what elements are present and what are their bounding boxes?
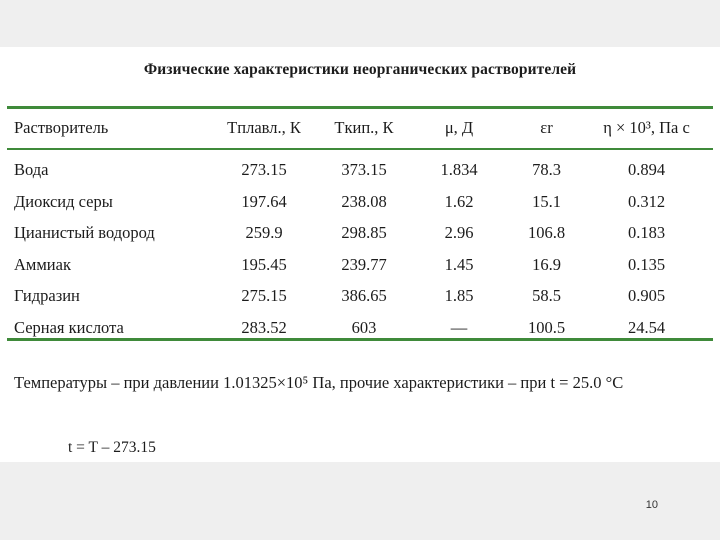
slide-title: Физические характеристики неорганических растворителей	[143, 61, 577, 78]
cell-solvent: Диоксид серы	[14, 191, 113, 211]
column-header-dipole-moment: μ, Д	[444, 118, 474, 137]
cell-viscosity: 0.905	[627, 286, 666, 306]
table-row	[14, 148, 704, 186]
cell-dipole-moment: 1.85	[444, 286, 474, 306]
cell-solvent: Вода	[14, 160, 49, 179]
column-header-melting-point: Tплавл., К	[227, 118, 301, 137]
cell-viscosity: 24.54	[627, 317, 666, 337]
cell-viscosity: 0.183	[627, 223, 666, 243]
column-header-solvent: Растворитель	[14, 118, 109, 137]
cell-solvent: Аммиак	[14, 254, 71, 274]
cell-boiling-point: 298.85	[341, 223, 387, 243]
cell-permittivity: 100.5	[527, 317, 566, 337]
column-header-viscosity: η × 10³, Па с	[603, 118, 690, 137]
cell-melting-point: 273.15	[241, 160, 287, 179]
cell-boiling-point: 386.65	[341, 286, 387, 306]
table-row	[14, 186, 704, 218]
cell-dipole-moment: 1.62	[444, 191, 474, 211]
cell-permittivity: 58.5	[532, 286, 561, 306]
cell-melting-point: 195.45	[241, 254, 287, 274]
cell-melting-point: 259.9	[245, 223, 283, 243]
temperature-conversion-formula: t = T – 273.15	[68, 439, 156, 456]
cell-boiling-point: 373.15	[341, 160, 387, 179]
cell-melting-point: 283.52	[241, 317, 287, 337]
cell-viscosity: 0.894	[627, 160, 666, 179]
cell-dipole-moment: 1.45	[444, 254, 474, 274]
cell-viscosity: 0.312	[627, 191, 666, 211]
cell-melting-point: 275.15	[241, 286, 287, 306]
table-header-row	[14, 108, 704, 148]
cell-solvent: Серная кислота	[14, 317, 124, 337]
slide	[0, 47, 720, 462]
cell-viscosity: 0.135	[627, 254, 666, 274]
cell-boiling-point: 603	[351, 317, 377, 337]
column-header-permittivity: εr	[540, 118, 553, 137]
cell-permittivity: 106.8	[527, 223, 566, 243]
cell-permittivity: 78.3	[532, 160, 561, 179]
cell-dipole-moment: 1.834	[440, 160, 478, 179]
table-row	[14, 218, 704, 250]
table-row	[14, 312, 704, 344]
cell-permittivity: 16.9	[532, 254, 561, 274]
table-row	[14, 249, 704, 281]
cell-solvent: Гидразин	[14, 286, 80, 306]
cell-permittivity: 15.1	[532, 191, 561, 211]
cell-melting-point: 197.64	[241, 191, 287, 211]
cell-solvent: Цианистый водород	[14, 223, 155, 243]
page-number: 10	[645, 499, 658, 511]
solvent-properties-table	[14, 108, 704, 344]
cell-boiling-point: 239.77	[341, 254, 387, 274]
table-row	[14, 281, 704, 313]
cell-boiling-point: 238.08	[341, 191, 387, 211]
conditions-note: Температуры – при давлении 1.01325×10⁵ Па, прочие характеристики – при t = 25.0 °C	[14, 373, 624, 392]
column-header-boiling-point: Tкип., К	[334, 118, 394, 137]
cell-dipole-moment: —	[450, 317, 468, 337]
cell-dipole-moment: 2.96	[444, 223, 474, 243]
